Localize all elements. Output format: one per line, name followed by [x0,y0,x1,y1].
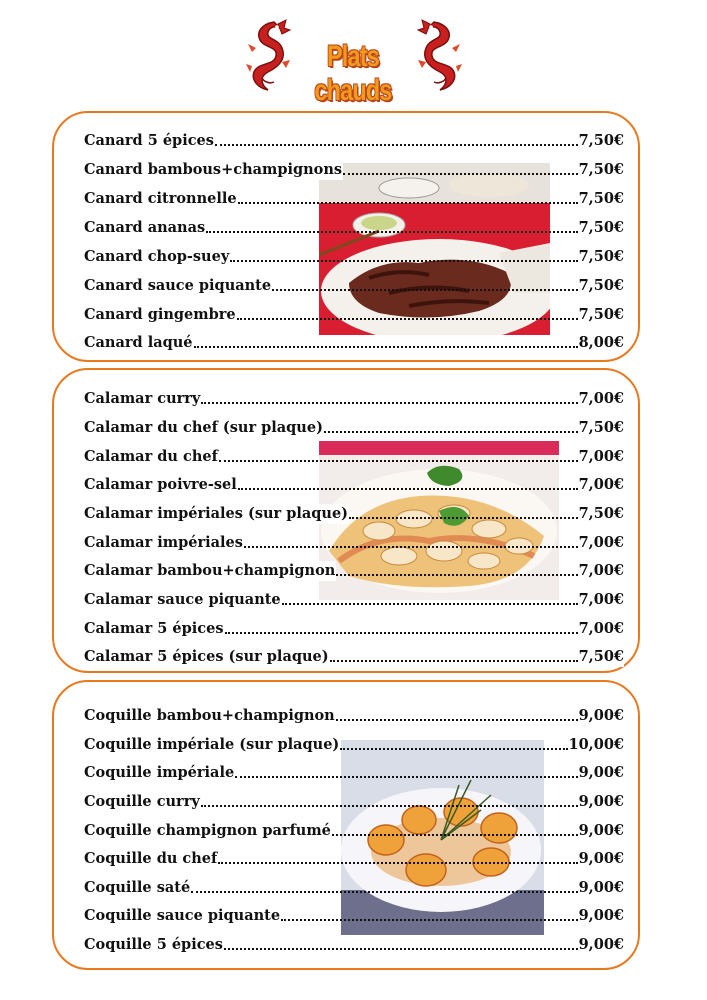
item-name: Canard 5 épices [84,132,214,149]
item-price: 7,00€ [578,476,624,493]
item-price: 9,00€ [578,850,624,867]
item-name: Coquille impériale [84,764,235,781]
menu-item [84,333,624,353]
item-price: 7,50€ [578,505,624,522]
menu-item [84,647,624,667]
leader-dots [330,660,578,662]
leader-dots [349,517,578,519]
item-name: Coquille saté [84,879,191,896]
menu-item [84,821,624,841]
menu-item [84,305,624,325]
item-name: Calamar du chef (sur plaque) [84,419,323,436]
item-name: Canard sauce piquante [84,277,272,294]
dragon-icon [416,18,464,94]
leader-dots [238,488,578,490]
item-price: 7,50€ [578,219,624,236]
dragon-icon [244,18,292,94]
menu-item [84,878,624,898]
item-price: 7,50€ [578,277,624,294]
leader-dots [343,173,578,175]
leader-dots [281,919,578,921]
menu-item [84,276,624,296]
menu-item [84,160,624,180]
item-price: 9,00€ [578,879,624,896]
leader-dots [230,260,577,262]
item-price: 7,50€ [578,306,624,323]
item-name: Calamar poivre-sel [84,476,237,493]
menu-item [84,735,624,755]
menu-header [0,18,707,107]
leader-dots [224,948,578,950]
leader-dots [238,202,578,204]
page-title: Plats chauds [314,40,392,107]
item-name: Calamar curry [84,390,201,407]
menu-item [84,561,624,581]
item-name: Canard gingembre [84,306,236,323]
item-name: Calamar sauce piquante [84,591,281,608]
item-price: 10,00€ [568,736,624,753]
menu-item [84,906,624,926]
leader-dots [201,805,578,807]
item-name: Canard laqué [84,334,193,351]
item-name: Coquille 5 épices [84,936,223,953]
leader-dots [201,402,577,404]
menu-item [84,389,624,409]
leader-dots [235,776,577,778]
item-price: 7,00€ [578,591,624,608]
item-price: 9,00€ [578,764,624,781]
leader-dots [340,748,567,750]
leader-dots [225,632,578,634]
item-name: Canard chop-suey [84,248,230,265]
item-name: Coquille sauce piquante [84,907,281,924]
menu-item [84,247,624,267]
item-name: Calamar impériales (sur plaque) [84,505,349,522]
menu-item [84,475,624,495]
item-price: 7,50€ [578,161,624,178]
item-name: Canard citronnelle [84,190,237,207]
item-price: 7,50€ [578,648,624,665]
item-price: 7,00€ [578,390,624,407]
leader-dots [237,318,578,320]
item-price: 7,00€ [578,562,624,579]
item-name: Canard bambous+champignons [84,161,343,178]
item-price: 7,00€ [578,620,624,637]
item-price: 7,00€ [578,534,624,551]
menu-item [84,189,624,209]
leader-dots [219,460,578,462]
item-name: Canard ananas [84,219,206,236]
leader-dots [324,431,578,433]
item-name: Calamar impériales [84,534,243,551]
item-price: 7,50€ [578,190,624,207]
menu-item [84,131,624,151]
item-price: 9,00€ [578,907,624,924]
item-name: Coquille impériale (sur plaque) [84,736,340,753]
item-price: 7,50€ [578,248,624,265]
leader-dots [194,346,578,348]
item-price: 7,50€ [578,132,624,149]
item-price: 9,00€ [578,822,624,839]
item-name: Coquille champignon parfumé [84,822,331,839]
menu-item [84,533,624,553]
leader-dots [282,603,578,605]
item-price: 7,00€ [578,448,624,465]
menu-item [84,218,624,238]
menu-item [84,763,624,783]
item-name: Coquille bambou+champignon [84,707,335,724]
menu-item [84,504,624,524]
leader-dots [332,834,578,836]
menu-item [84,935,624,955]
leader-dots [336,719,578,721]
item-price: 7,50€ [578,419,624,436]
menu-item [84,849,624,869]
menu-item [84,619,624,639]
item-price: 9,00€ [578,793,624,810]
item-name: Calamar 5 épices [84,620,224,637]
item-name: Coquille curry [84,793,200,810]
menu-item [84,792,624,812]
item-name: Coquille du chef [84,850,218,867]
leader-dots [272,289,578,291]
leader-dots [215,144,578,146]
item-price: 8,00€ [578,334,624,351]
leader-dots [336,574,577,576]
leader-dots [191,891,577,893]
item-price: 9,00€ [578,936,624,953]
item-name: Calamar du chef [84,448,218,465]
menu-item [84,447,624,467]
leader-dots [206,231,577,233]
item-price: 9,00€ [578,707,624,724]
menu-item [84,418,624,438]
item-name: Calamar 5 épices (sur plaque) [84,648,329,665]
leader-dots [218,862,577,864]
menu-item [84,706,624,726]
menu-item [84,590,624,610]
leader-dots [244,546,578,548]
item-name: Calamar bambou+champignon [84,562,336,579]
